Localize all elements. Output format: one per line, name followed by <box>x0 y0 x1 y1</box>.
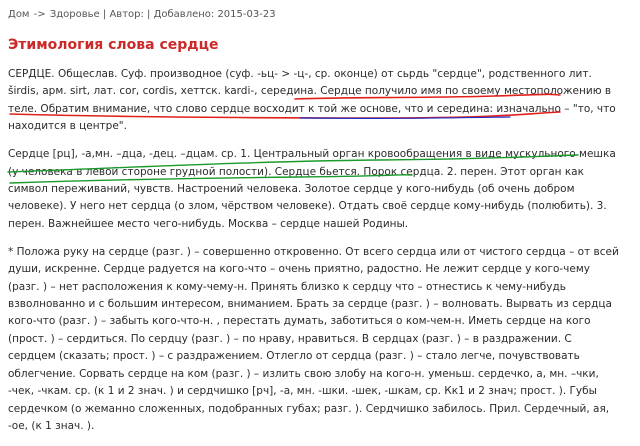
text-line: символ переживаний, чувств. Настроений человека. Золотое сердце у кого-нибудь (об очень добром <box>8 183 575 196</box>
text-line: человеке). У него нет сердца (о злом, чёрством человеке). Отдать своё сердце кому-нибудь (полюбить). 3. <box>8 200 607 213</box>
text-line: СЕРДЦЕ. Общеслав. Суф. производное (суф. -ьц- > -ц-, ср. оконце) от сьрдь "сердце", родственного лит. <box>8 68 592 80</box>
text-line: -ое, (к 1 знач. ). <box>8 419 95 432</box>
breadcrumb-home-link[interactable]: Дом <box>8 9 30 20</box>
text-line: -чек, -чкам. ср. (к 1 и 2 знач. ) и сердчишко [рч], -а, мн. -шки. -шек, -шкам, ср. Кк1 и 2 знач; прост. ). Губы <box>8 385 597 398</box>
paragraph-phraseology <box>8 244 630 435</box>
article-body <box>8 66 630 446</box>
article-title: Этимология слова сердце <box>8 37 219 53</box>
article-meta-info: | Автор: | Добавлено: 2015-03-23 <box>102 9 276 20</box>
breadcrumb-arrow: -> <box>33 9 46 20</box>
text-line: (разг. ) – нет расположения к кому-чему-н. Принять близко к сердцу что – отнестись к чему-нибудь <box>8 280 566 293</box>
text-line: širdis, арм. sirt, лат. cor, cordis, хеттск. kardi-, середина. Сердце получило имя по своему местоположению в <box>8 85 612 98</box>
text-line: сердцем (сказать; прост. ) – с раздражением. Отлегло от сердца (разг. ) – стало легче, почувствовать <box>8 350 580 363</box>
breadcrumb <box>8 8 630 22</box>
text-line: находится в центре". <box>8 120 127 133</box>
text-line: души, искренне. Сердце радуется на кого-что – очень приятно, радостно. Не лежит сердце у кого-чему <box>8 263 590 276</box>
text-line: * Положа руку на сердце (разг. ) – совершенно откровенно. От всего сердца или от чистого сердца – от всей <box>8 245 619 258</box>
text-line: сердечком (о жеманно сложенных, подобранных губах; разг. ). Сердчишко забилось. Прил. Сердечный, ая, <box>8 402 610 415</box>
text-line: (прост. ) – сердиться. По сердцу (разг. ) – по нраву, нравиться. В сердцах (разг. ) – в раздражении. С <box>8 332 572 345</box>
text-line: (у человека в левой стороне грудной полости). Сердце бьется. Порок сердца. 2. перен. Этот орган как <box>8 165 584 178</box>
text-line: перен. Важнейшее место чего-нибудь. Москва – сердце нашей Родины. <box>8 217 409 230</box>
paragraph-definition <box>8 146 630 233</box>
text-line: взволнованно и с большим интересом, вниманием. Брать за сердце (разг. ) – волновать. Вырвать из сердца <box>8 298 612 311</box>
text-line: кого-что (разг. ) – забыть кого-что-н. , перестать думать, заботиться о ком-чем-н. Иметь сердце на кого <box>8 315 591 328</box>
text-line: теле. Обратим внимание, что слово сердце восходит к той же основе, что и середина: изначально – "то, что <box>8 102 616 115</box>
breadcrumb-category-link[interactable]: Здоровье <box>49 9 100 20</box>
text-line: облегчение. Сорвать сердце на ком (разг. ) – излить свою злобу на кого-н. уменьш. сердечко, а, мн. –чки, <box>8 367 599 380</box>
text-line: Сердце [рц], -а,мн. –дца, -дец. –дцам. ср. 1. Центральный орган кровообращения в виде мускульного мешка <box>8 148 616 161</box>
paragraph-etymology <box>8 66 630 136</box>
